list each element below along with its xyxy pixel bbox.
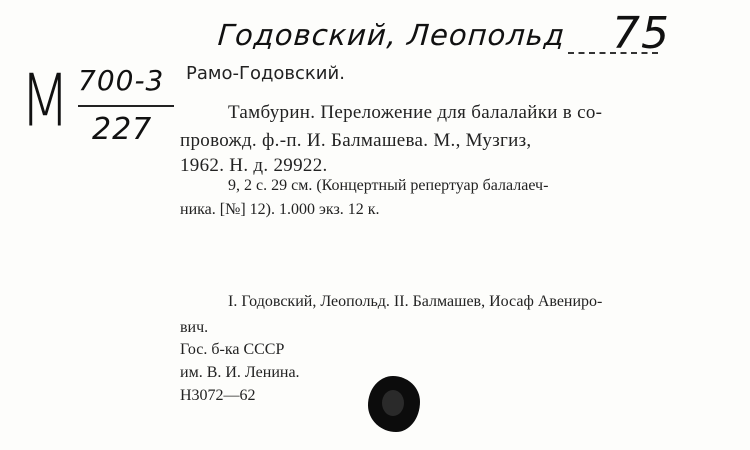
index-line: I. Годовский, Леопольд. II. Балмашев, Иосаф Авениро- — [228, 293, 603, 310]
description-line: 1962. Н. д. 29922. — [180, 155, 328, 176]
description-line: 9, 2 с. 29 см. (Концертный репертуар балалаеч- — [228, 177, 549, 194]
index-line: Гос. б-ка СССР — [180, 341, 285, 358]
handwritten-heading: Годовский, Леопольд — [216, 18, 567, 52]
index-line: вич. — [180, 319, 209, 336]
classification-divider — [78, 105, 174, 107]
ink-blot-center — [382, 390, 404, 416]
classification-top: 700-3 — [78, 64, 165, 97]
author-line: Рамо-Годовский. — [186, 63, 345, 84]
description-line: провожд. ф.-п. И. Балмашева. М., Музгиз, — [180, 130, 532, 151]
classification-bottom: 227 — [92, 112, 153, 147]
classification-letter: М — [20, 58, 72, 143]
handwritten-number: 75 — [612, 8, 670, 59]
description-line: ника. [№] 12). 1.000 экз. 12 к. — [180, 201, 380, 218]
description-line: Тамбурин. Переложение для балалайки в со- — [228, 102, 603, 123]
index-line: Н3072—62 — [180, 387, 256, 404]
ink-blot-stamp — [368, 376, 420, 432]
index-line: им. В. И. Ленина. — [180, 364, 300, 381]
